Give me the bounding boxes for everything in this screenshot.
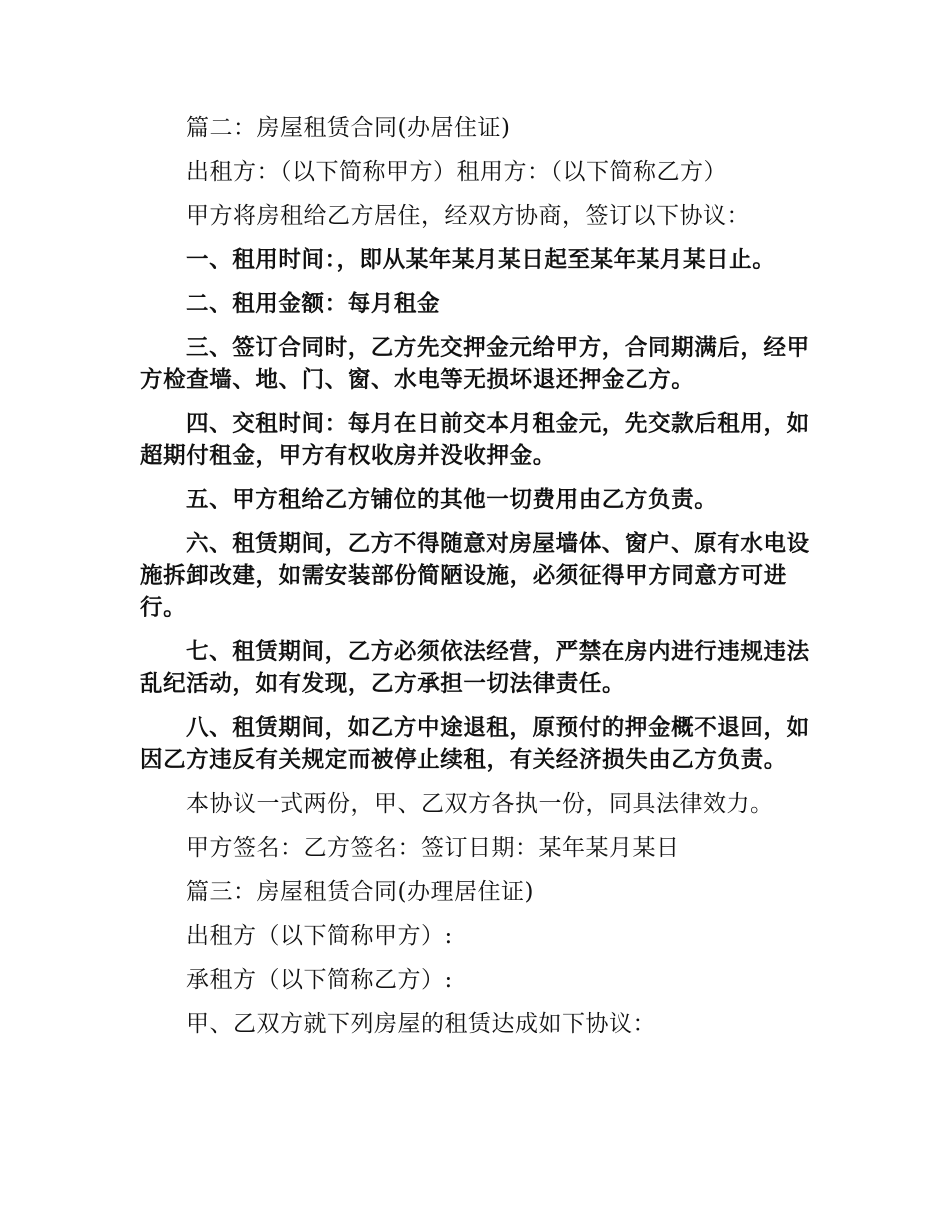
clause-6: 六、租赁期间，乙方不得随意对房屋墙体、窗户、原有水电设施拆卸改建，如需安装部份简陋设施，必须征得甲方同意方可进行。 [140,531,810,621]
lessee-line: 承租方（以下简称乙方）: [186,967,453,993]
lessor-line: 出租方（以下简称甲方）: [186,923,453,949]
clause-7: 七、租赁期间，乙方必须依法经营，严禁在房内进行违规违法乱纪活动，如有发现，乙方承担一切法律责任。 [140,639,810,697]
clause-5: 五、甲方租给乙方铺位的其他一切费用由乙方负责。 [186,487,718,513]
intro-paragraph: 甲方将房租给乙方居住，经双方协商，签订以下协议： [186,203,750,229]
clause-4: 四、交租时间：每月在日前交本月租金元，先交款后租用，如超期付租金，甲方有权收房并没收押金。 [140,411,810,469]
document-body [140,112,820,1052]
clause-3: 三、签订合同时，乙方先交押金元给甲方，合同期满后，经甲方检查墙、地、门、窗、水电等无损坏退还押金乙方。 [140,335,810,393]
clause-8: 八、租赁期间，如乙方中途退租，原预付的押金概不退回，如因乙方违反有关规定而被停止续租，有关经济损失由乙方负责。 [140,715,810,773]
clause-1: 一、租用时间：，即从某年某月某日起至某年某月某日止。 [186,247,776,273]
section-3-title: 篇三：房屋租赁合同(办理居住证) [186,879,534,905]
parties-line: 出租方：（以下简称甲方）租用方：（以下简称乙方） [186,159,727,185]
section-2-title: 篇二：房屋租赁合同(办居住证) [186,115,511,141]
agreement-line: 甲、乙双方就下列房屋的租赁达成如下协议： [186,1011,656,1037]
copies-paragraph: 本协议一式两份，甲、乙双方各执一份，同具法律效力。 [186,791,774,817]
signatures-line: 甲方签名：乙方签名：签订日期：某年某月某日 [186,835,680,861]
clause-2: 二、租用金额：每月租金 [186,291,441,317]
